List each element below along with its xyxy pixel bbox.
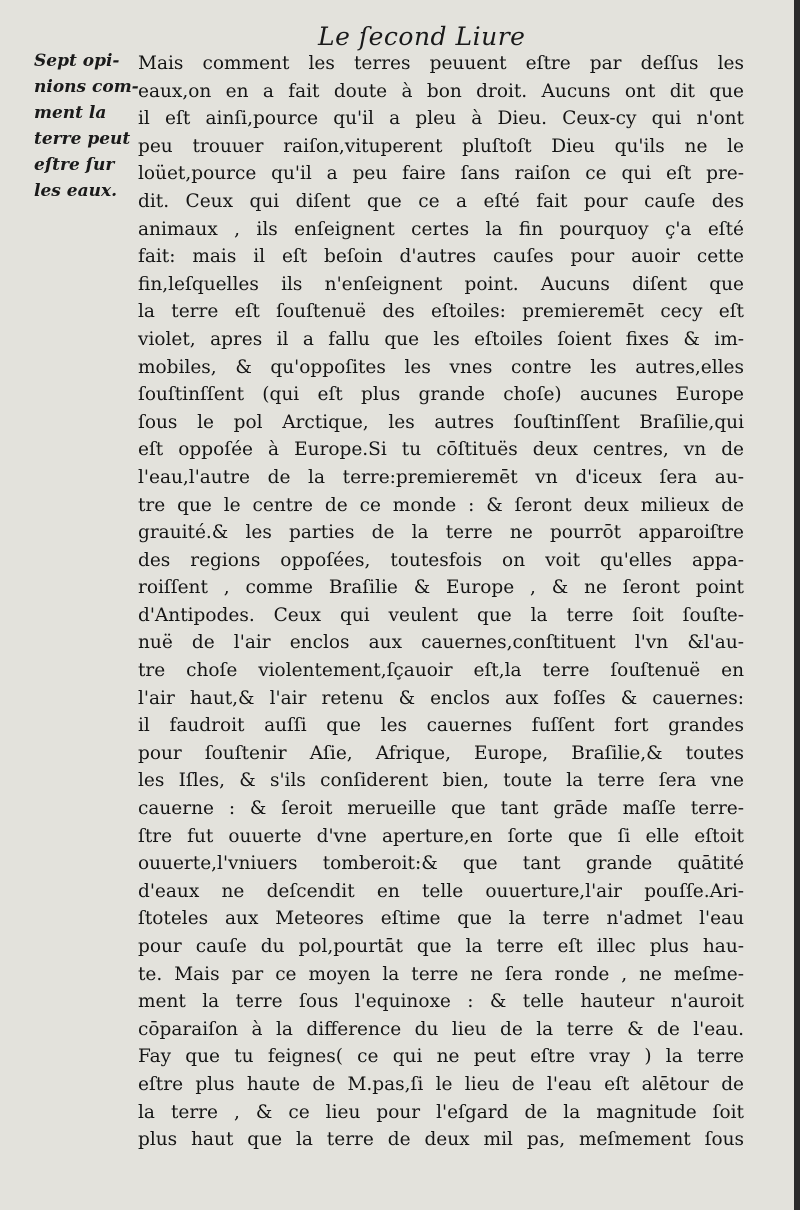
text-line: des regions oppoſées, toutesfois on voit qu'elles appa- xyxy=(138,549,744,571)
text-line: la terre eſt ſouſtenuë des eſtoiles: premieremēt cecy eſt xyxy=(138,301,744,323)
text-line: l'air haut,& l'air retenu & enclos aux foſſes & cauernes: xyxy=(138,687,744,709)
page-edge-shadow xyxy=(794,0,800,1210)
text-line: tre choſe violentement,ſçauoir eſt,la terre ſouſtenuë en xyxy=(138,660,744,682)
text-line: il faudroit auſſi que les cauernes fuſſent fort grandes xyxy=(138,715,744,737)
text-line: la terre , & ce lieu pour l'eſgard de la magnitude ſoit xyxy=(138,1101,744,1123)
margin-note-line: les eaux. xyxy=(34,181,118,201)
text-line: ouuerte,l'vniuers tomberoit:& que tant grande quātité xyxy=(138,853,744,875)
running-head: Le ſecond Liure xyxy=(318,22,526,51)
text-line: roiſſent , comme Braſilie & Europe , & ne ſeront point xyxy=(138,577,744,599)
margin-note-line: nions com- xyxy=(34,77,139,97)
text-line: pour ſouſtenir Aſie, Afrique, Europe, Braſilie,& toutes xyxy=(138,742,744,764)
text-line: les Iſles, & s'ils conſiderent bien, toute la terre ſera vne xyxy=(138,770,744,792)
text-line: dit. Ceux qui diſent que ce a eſté fait pour cauſe des xyxy=(138,190,744,212)
margin-note xyxy=(34,48,149,204)
text-line: peu trouuer raiſon,vituperent pluſtoſt Dieu qu'ils ne le xyxy=(138,135,744,157)
text-line: d'eaux ne deſcendit en telle ouuerture,l'air pouſſe.Ari- xyxy=(138,880,744,902)
text-line: eſtre plus haute de M.pas,ſi le lieu de l'eau eſt alētour de xyxy=(138,1073,744,1095)
text-line: pour cauſe du pol,pourtāt que la terre eſt illec plus hau- xyxy=(138,936,744,957)
body-text xyxy=(138,50,744,1154)
text-line: te. Mais par ce moyen la terre ne ſera ronde , ne meſme- xyxy=(138,963,744,985)
text-line: cōparaiſon à la difference du lieu de la terre & de l'eau. xyxy=(138,1018,744,1040)
text-line: fin,leſquelles ils n'enſeignent point. Aucuns diſent que xyxy=(138,273,744,295)
text-line: d'Antipodes. Ceux qui veulent que la terre ſoit ſouſte- xyxy=(138,604,744,626)
text-line: il eſt ainſi,pource qu'il a pleu à Dieu. Ceux-cy qui n'ont xyxy=(138,108,744,130)
text-line: ment la terre ſous l'equinoxe : & telle hauteur n'auroit xyxy=(138,991,744,1013)
margin-note-line: Sept opi- xyxy=(34,51,120,71)
text-line: l'eau,l'autre de la terre:premieremēt vn d'iceux ſera au- xyxy=(138,466,744,488)
text-line: eaux,on en a fait doute à bon droit. Aucuns ont dit que xyxy=(138,80,744,102)
text-line: ſouſtinſſent (qui eſt plus grande choſe) aucunes Europe xyxy=(138,384,744,406)
margin-note-line: ment la xyxy=(34,103,107,123)
text-line: violet, apres il a fallu que les eſtoiles ſoient fixes & im- xyxy=(138,328,744,350)
text-line: ſtre fut ouuerte d'vne aperture,en ſorte que ſi elle eſtoit xyxy=(138,825,744,847)
text-line: tre que le centre de ce monde : & ſeront deux milieux de xyxy=(138,494,744,516)
text-line: plus haut que la terre de deux mil pas, meſmement ſous xyxy=(138,1129,744,1151)
text-line: ſtoteles aux Meteores eſtime que la terre n'admet l'eau xyxy=(138,908,744,930)
text-line: Fay que tu feignes( ce qui ne peut eſtre vray ) la terre xyxy=(138,1046,744,1068)
text-line: ſous le pol Arctique, les autres ſouſtinſſent Braſilie,qui xyxy=(138,411,744,433)
margin-note-line: eſtre ſur xyxy=(34,155,115,175)
text-line: fait: mais il eſt beſoin d'autres cauſes pour auoir cette xyxy=(138,246,744,268)
text-line: Mais comment les terres peuuent eſtre par deſſus les xyxy=(138,53,744,74)
text-line: loüet,pource qu'il a peu faire ſans raiſon ce qui eſt pre- xyxy=(138,163,744,185)
text-line: eſt oppoſée à Europe.Si tu cōſtituës deux centres, vn de xyxy=(138,439,744,461)
text-line: mobiles, & qu'oppoſites les vnes contre les autres,elles xyxy=(138,356,744,378)
margin-note-line: terre peut xyxy=(34,129,131,149)
text-line: cauerne : & ſeroit merueille que tant grāde maſſe terre- xyxy=(138,798,744,820)
text-line: grauité.& les parties de la terre ne pourrōt apparoiſtre xyxy=(138,522,744,544)
text-line: animaux , ils enſeignent certes la fin pourquoy ç'a eſté xyxy=(138,218,744,240)
text-line: nuë de l'air enclos aux cauernes,conſtituent l'vn &l'au- xyxy=(138,632,744,654)
